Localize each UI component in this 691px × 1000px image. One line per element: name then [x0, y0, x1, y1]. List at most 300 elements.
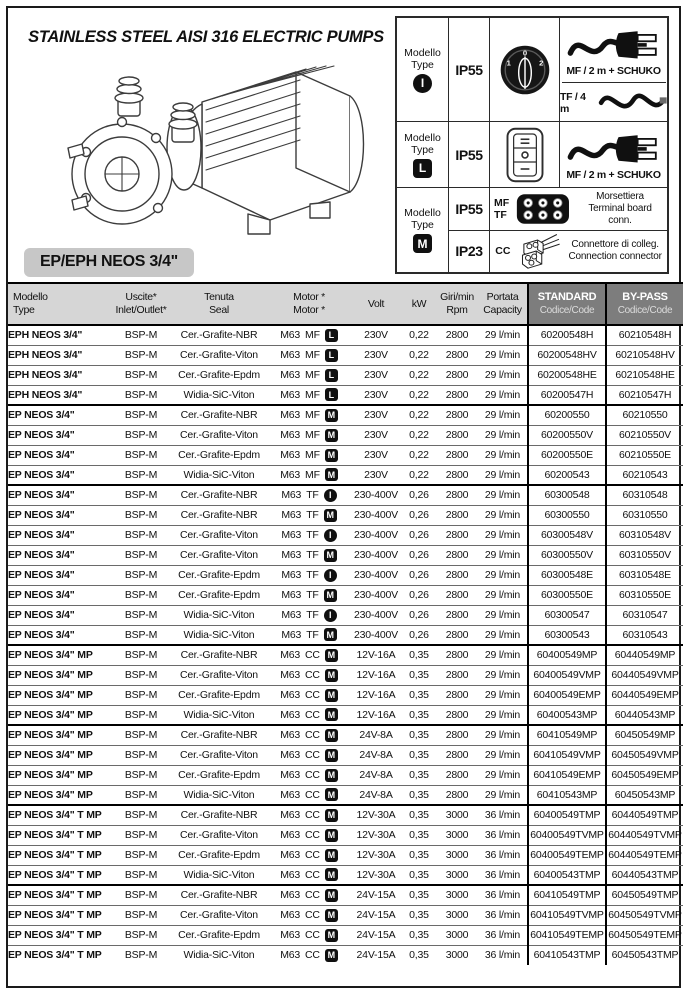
- cell-model: EPH NEOS 3/4": [8, 385, 112, 405]
- motor-type-badge: M: [325, 409, 338, 422]
- cell-seal: Widia-SiC-Viton: [170, 625, 268, 645]
- cell-bypass-code: 60440549TEMP: [606, 845, 683, 865]
- info-row-type-i: [397, 18, 667, 122]
- cell-standard-code: 60400549VMP: [528, 665, 606, 685]
- cell-inlet-outlet: BSP-M: [112, 785, 170, 805]
- cell-motor: M63 TF M: [268, 545, 350, 565]
- table-row: [8, 705, 683, 725]
- cell-inlet-outlet: BSP-M: [112, 345, 170, 365]
- cell-seal: Cer.-Grafite-Viton: [170, 525, 268, 545]
- cell-capacity: 29 l/min: [478, 325, 528, 345]
- cell-seal: Widia-SiC-Viton: [170, 705, 268, 725]
- cell-kw: 0,35: [402, 865, 436, 885]
- motor-type-badge: M: [325, 788, 338, 801]
- cell-standard-code: 60200543: [528, 465, 606, 485]
- cell-kw: 0,22: [402, 325, 436, 345]
- cell-capacity: 29 l/min: [478, 465, 528, 485]
- cell-bypass-code: 60310550: [606, 505, 683, 525]
- cell-kw: 0,22: [402, 425, 436, 445]
- cell-inlet-outlet: BSP-M: [112, 325, 170, 345]
- header-cell-motor: Motor * Motor *: [268, 283, 350, 325]
- table-row: [8, 745, 683, 765]
- cell-capacity: 36 l/min: [478, 825, 528, 845]
- cell-rpm: 2800: [436, 545, 478, 565]
- cell-volt: 24V-15A: [350, 885, 402, 905]
- cell-kw: 0,35: [402, 845, 436, 865]
- cell-motor: M63 CC M: [268, 725, 350, 745]
- cell-kw: 0,35: [402, 785, 436, 805]
- motor-type-badge: M: [324, 509, 337, 522]
- cell-bypass-code: 60310550E: [606, 585, 683, 605]
- table-row: [8, 325, 683, 345]
- cell-kw: 0,22: [402, 345, 436, 365]
- cell-standard-code: 60410549EMP: [528, 765, 606, 785]
- cell-standard-code: 60300547: [528, 605, 606, 625]
- header-cell-bypass-code: BY-PASS Codice/Code: [606, 283, 683, 325]
- cell-standard-code: 60410549TMP: [528, 885, 606, 905]
- catalog-page: [6, 6, 681, 988]
- cell-motor: M63 CC M: [268, 805, 350, 825]
- table-row: [8, 465, 683, 485]
- cell-bypass-code: 60310548V: [606, 525, 683, 545]
- cell-standard-code: 60200548HE: [528, 365, 606, 385]
- cell-model: EPH NEOS 3/4": [8, 345, 112, 365]
- cell-motor: M63 MF M: [268, 405, 350, 425]
- cell-volt: 230V: [350, 345, 402, 365]
- cell-volt: 24V-15A: [356, 949, 396, 962]
- cell-bypass-code: 60450549MP: [606, 725, 683, 745]
- cell-volt: 230-400V: [350, 485, 402, 505]
- cell-capacity: 29 l/min: [478, 705, 528, 725]
- cell-model: EP NEOS 3/4" T MP: [8, 825, 112, 845]
- cell-bypass-code: 60440549VMP: [606, 665, 683, 685]
- cell-kw: 0,22: [402, 445, 436, 465]
- table-row: [8, 865, 683, 885]
- cell-inlet-outlet: BSP-M: [112, 765, 170, 785]
- motor-type-badge: M: [325, 708, 338, 721]
- cell-kw: 0,35: [402, 745, 436, 765]
- cell-bypass-code: 60450549VMP: [606, 745, 683, 765]
- table-row: [8, 945, 683, 965]
- cell-rpm: 3000: [436, 885, 478, 905]
- ip-rating: IP55: [449, 18, 490, 121]
- rotary-selector-cell: [490, 18, 560, 121]
- top-section: [8, 8, 679, 282]
- cell-standard-code: 60200547H: [528, 385, 606, 405]
- cell-model: EP NEOS 3/4": [8, 445, 112, 465]
- cell-capacity: 29 l/min: [478, 425, 528, 445]
- cell-rpm: 2800: [436, 685, 478, 705]
- cell-inlet-outlet: BSP-M: [112, 505, 170, 525]
- cell-model: EP NEOS 3/4": [8, 565, 112, 585]
- cell-rpm: 2800: [436, 365, 478, 385]
- tf-cable-sub: TF / 4 m: [560, 83, 667, 121]
- cell-volt: 230V: [350, 405, 402, 425]
- cell-volt: 12V-16A: [350, 645, 402, 665]
- cell-bypass-code: 60440543MP: [606, 705, 683, 725]
- header-cell-rpm: Giri/min Rpm: [436, 283, 478, 325]
- rocker-switch-icon: [505, 127, 545, 183]
- cell-standard-code: 60200550E: [528, 445, 606, 465]
- cell-seal: Cer.-Grafite-Epdm: [170, 585, 268, 605]
- cell-seal: Widia-SiC-Viton: [170, 385, 268, 405]
- motor-type-badge: M: [325, 729, 338, 742]
- motor-type-badge: M: [325, 949, 338, 962]
- ip-rating: IP55: [449, 188, 490, 230]
- cell-bypass-code: 60450543MP: [606, 785, 683, 805]
- cell-seal: Widia-SiC-Viton: [170, 605, 268, 625]
- cell-seal: Cer.-Grafite-Epdm: [170, 445, 268, 465]
- cell-motor: M63 CC M: [268, 765, 350, 785]
- cell-volt: 12V-30A: [350, 805, 402, 825]
- cell-volt: 24V-8A: [350, 745, 402, 765]
- cell-capacity: 29 l/min: [478, 365, 528, 385]
- motor-type-badge: M: [325, 749, 338, 762]
- cell-bypass-code: 60310550V: [606, 545, 683, 565]
- cell-model: EP NEOS 3/4": [8, 405, 112, 425]
- type-l-badge: L: [413, 159, 432, 178]
- cell-volt: 230V: [350, 465, 402, 485]
- table-row: [8, 565, 683, 585]
- table-row: [8, 345, 683, 365]
- cell-capacity: 29 l/min: [478, 765, 528, 785]
- cell-kw: 0,26: [402, 505, 436, 525]
- cell-model: EP NEOS 3/4" MP: [8, 745, 112, 765]
- cell-seal: Cer.-Grafite-Epdm: [170, 365, 268, 385]
- motor-type-badge: M: [325, 849, 338, 862]
- cell-seal: Cer.-Grafite-Viton: [170, 905, 268, 925]
- motor-type-badge: M: [325, 649, 338, 662]
- cell-motor: M63 CC M: [268, 945, 350, 965]
- cell-seal: Cer.-Grafite-NBR: [170, 805, 268, 825]
- cell-kw: 0,22: [402, 385, 436, 405]
- cell-capacity: 29 l/min: [478, 625, 528, 645]
- cell-seal: Widia-SiC-Viton: [170, 465, 268, 485]
- cell-standard-code: 60400549TVMP: [528, 825, 606, 845]
- cell-volt: 230-400V: [350, 625, 402, 645]
- cell-motor: M63 CC M: [268, 785, 350, 805]
- cell-standard-code: 60300550V: [528, 545, 606, 565]
- cell-seal: Cer.-Grafite-NBR: [170, 405, 268, 425]
- cell-inlet-outlet: BSP-M: [112, 405, 170, 425]
- cell-capacity: 36 l/min: [478, 885, 528, 905]
- cell-seal: Cer.-Grafite-Viton: [170, 745, 268, 765]
- cell-inlet-outlet: BSP-M: [112, 665, 170, 685]
- cell-seal: Cer.-Grafite-Viton: [170, 345, 268, 365]
- terminal-board-subrow: IP55 MF TF Morsettiera Terminal board conn.: [449, 188, 667, 231]
- table-row: [8, 485, 683, 505]
- table-row: [8, 645, 683, 665]
- cell-inlet-outlet: BSP-M: [112, 465, 170, 485]
- connector-subrow: IP23 CC Connettore di colleg. Connection connector: [449, 231, 667, 273]
- table-row: [8, 525, 683, 545]
- cell-motor: M63 MF L: [268, 365, 350, 385]
- cell-capacity: 29 l/min: [478, 345, 528, 365]
- cell-inlet-outlet: BSP-M: [112, 545, 170, 565]
- cell-motor: M63 CC M: [268, 925, 350, 945]
- cell-kw: 0,26: [402, 625, 436, 645]
- cell-motor: M63 TF M: [268, 585, 350, 605]
- pump-illustration: [34, 52, 382, 256]
- mf-schuko-sub: MF / 2 m + SCHUKO: [562, 122, 666, 187]
- cell-inlet-outlet: BSP-M: [112, 625, 170, 645]
- cell-standard-code: 60400549TMP: [528, 805, 606, 825]
- cell-seal: Cer.-Grafite-Viton: [170, 545, 268, 565]
- cell-kw: 0,26: [402, 525, 436, 545]
- cell-inlet-outlet: BSP-M: [112, 485, 170, 505]
- cell-rpm: 3000: [436, 865, 478, 885]
- cell-capacity: 36 l/min: [478, 865, 528, 885]
- cell-rpm: 2800: [436, 505, 478, 525]
- schuko-plug-icon: [562, 128, 666, 168]
- cell-motor: M63 CC M: [268, 745, 350, 765]
- cell-seal: Cer.-Grafite-Epdm: [170, 845, 268, 865]
- motor-type-badge: M: [325, 829, 338, 842]
- cell-motor: M63 TF I: [268, 525, 350, 545]
- cell-inlet-outlet: BSP-M: [112, 905, 170, 925]
- cell-volt: 230V: [350, 385, 402, 405]
- cell-rpm: 2800: [436, 425, 478, 445]
- cell-seal: Cer.-Grafite-NBR: [170, 485, 268, 505]
- cell-capacity: 29 l/min: [478, 385, 528, 405]
- cell-capacity: 29 l/min: [478, 505, 528, 525]
- motor-type-badge: M: [325, 468, 338, 481]
- motor-type-badge: M: [324, 549, 337, 562]
- cell-rpm: 2800: [436, 625, 478, 645]
- motor-type-badge: M: [324, 589, 337, 602]
- pump-spec-table: [8, 282, 683, 965]
- cell-inlet-outlet: BSP-M: [112, 885, 170, 905]
- cell-model: EP NEOS 3/4": [8, 505, 112, 525]
- cell-capacity: 36 l/min: [478, 845, 528, 865]
- cell-volt: 12V-30A: [350, 865, 402, 885]
- cell-standard-code: 60400543MP: [528, 705, 606, 725]
- header-cell-volt: Volt: [350, 283, 402, 325]
- svg-text:2: 2: [538, 58, 543, 67]
- cell-seal: Cer.-Grafite-NBR: [170, 885, 268, 905]
- cell-kw: 0,35: [402, 825, 436, 845]
- motor-type-badge: M: [325, 429, 338, 442]
- cell-rpm: 3000: [436, 845, 478, 865]
- cell-bypass-code: 60210548HE: [606, 365, 683, 385]
- cell-volt: 230-400V: [350, 545, 402, 565]
- cell-rpm: 2800: [436, 325, 478, 345]
- motor-type-badge: I: [324, 529, 337, 542]
- cell-volt: 230V: [350, 425, 402, 445]
- cell-seal: Widia-SiC-Viton: [170, 785, 268, 805]
- cell-bypass-code: 60450549TMP: [606, 885, 683, 905]
- header-cell-inlet-outlet: Uscite* Inlet/Outlet*: [112, 283, 170, 325]
- table-row: [8, 925, 683, 945]
- cell-capacity: 29 l/min: [478, 585, 528, 605]
- cell-model: EP NEOS 3/4" T MP: [8, 865, 112, 885]
- cell-bypass-code: 60310548: [606, 485, 683, 505]
- cell-volt: 12V-16A: [350, 685, 402, 705]
- table-row: [8, 545, 683, 565]
- cell-capacity: 29 l/min: [478, 545, 528, 565]
- motor-type-badge: M: [325, 868, 338, 881]
- cell-rpm: 2800: [436, 725, 478, 745]
- product-label: EP/EPH NEOS 3/4": [24, 248, 194, 277]
- cell-motor: M63 CC M: [268, 845, 350, 865]
- cell-kw: 0,35: [402, 925, 436, 945]
- motor-type-badge: M: [325, 689, 338, 702]
- cell-inlet-outlet: BSP-M: [112, 365, 170, 385]
- cell-kw: 0,26: [402, 605, 436, 625]
- cell-bypass-code: 60440549MP: [606, 645, 683, 665]
- cell-kw: 0,35: [402, 725, 436, 745]
- cell-capacity: 29 l/min: [478, 485, 528, 505]
- rocker-switch-cell: [490, 122, 560, 187]
- cell-capacity: 29 l/min: [478, 605, 528, 625]
- cell-kw: 0,35: [402, 885, 436, 905]
- cell-seal: Cer.-Grafite-NBR: [170, 505, 268, 525]
- cell-seal: Cer.-Grafite-Epdm: [170, 685, 268, 705]
- cell-kw: 0,26: [402, 565, 436, 585]
- cell-motor: M63 CC M: [268, 645, 350, 665]
- header-cell-seal: Tenuta Seal: [170, 283, 268, 325]
- cell-standard-code: 60300550: [528, 505, 606, 525]
- cell-seal: Widia-SiC-Viton: [170, 865, 268, 885]
- cell-seal: Cer.-Grafite-Viton: [170, 425, 268, 445]
- cell-rpm: 2800: [436, 705, 478, 725]
- table-row: [8, 725, 683, 745]
- cell-capacity: 29 l/min: [478, 745, 528, 765]
- motor-type-badge: L: [325, 369, 338, 382]
- cell-motor: M63 MF M: [268, 465, 350, 485]
- cell-volt: 24V-8A: [350, 765, 402, 785]
- cell-kw: 0,35: [402, 765, 436, 785]
- cell-kw: 0,35: [402, 905, 436, 925]
- cell-capacity: 29 l/min: [478, 645, 528, 665]
- cell-standard-code: 60410549TEMP: [528, 925, 606, 945]
- cell-bypass-code: 60310547: [606, 605, 683, 625]
- cell-rpm: 3000: [436, 905, 478, 925]
- motor-type-badge: L: [325, 349, 338, 362]
- cell-standard-code: 60400543TMP: [528, 865, 606, 885]
- cell-rpm: 2800: [436, 665, 478, 685]
- cell-volt: 24V-8A: [350, 725, 402, 745]
- cell-capacity: 36 l/min: [478, 805, 528, 825]
- motor-type-badge: M: [325, 809, 338, 822]
- cell-rpm: 2800: [436, 485, 478, 505]
- cell-motor: M63 CC M: [268, 865, 350, 885]
- cell-model: EP NEOS 3/4": [8, 585, 112, 605]
- cell-volt: 230V: [350, 325, 402, 345]
- cell-seal: Widia-SiC-Viton: [183, 949, 255, 962]
- type-cell: Modello Type M: [397, 188, 449, 272]
- cell-model: EP NEOS 3/4": [8, 425, 112, 445]
- cell-capacity: 29 l/min: [478, 665, 528, 685]
- table-row: [8, 405, 683, 425]
- cell-bypass-code: 60450549TVMP: [606, 905, 683, 925]
- table-row: [8, 885, 683, 905]
- cell-rpm: 2800: [436, 605, 478, 625]
- cell-volt: 12V-16A: [350, 665, 402, 685]
- cell-volt: 12V-30A: [350, 845, 402, 865]
- cell-standard-code: 60300543: [528, 625, 606, 645]
- table-row: [8, 445, 683, 465]
- table-row: [8, 785, 683, 805]
- cell-kw: 0,35: [402, 665, 436, 685]
- cell-model: EP NEOS 3/4": [8, 465, 112, 485]
- cell-volt: 24V-8A: [350, 785, 402, 805]
- cell-inlet-outlet: BSP-M: [112, 385, 170, 405]
- cell-motor: M63 CC M: [268, 705, 350, 725]
- motor-type-badge: M: [325, 889, 338, 902]
- cell-rpm: 2800: [436, 585, 478, 605]
- cell-capacity: 36 l/min: [478, 905, 528, 925]
- cell-rpm: 2800: [436, 465, 478, 485]
- cell-capacity: 29 l/min: [478, 725, 528, 745]
- cell-model: EPH NEOS 3/4": [8, 325, 112, 345]
- cell-bypass-code: 60210547H: [606, 385, 683, 405]
- cell-inlet-outlet: BSP-M: [124, 949, 158, 962]
- cell-rpm: 2800: [436, 345, 478, 365]
- cell-volt: 12V-16A: [350, 705, 402, 725]
- cell-inlet-outlet: BSP-M: [112, 865, 170, 885]
- motor-type-badge: L: [325, 329, 338, 342]
- cell-kw: 0,22: [402, 465, 436, 485]
- cell-motor: M63 MF M: [268, 425, 350, 445]
- svg-text:0: 0: [522, 48, 527, 58]
- cell-bypass-code: 60440549TMP: [606, 805, 683, 825]
- cell-standard-code: 60200548H: [528, 325, 606, 345]
- cell-model: EP NEOS 3/4" MP: [8, 685, 112, 705]
- cell-kw: 0,35: [402, 645, 436, 665]
- cell-inlet-outlet: BSP-M: [112, 585, 170, 605]
- ip-rating: IP55: [449, 122, 490, 187]
- cell-bypass-code: 60310543: [606, 625, 683, 645]
- cell-model: EPH NEOS 3/4": [8, 365, 112, 385]
- cell-rpm: 3000: [436, 925, 478, 945]
- cell-bypass-code: 60440549EMP: [606, 685, 683, 705]
- cell-model: EP NEOS 3/4": [8, 485, 112, 505]
- cell-capacity: 29 l/min: [478, 685, 528, 705]
- motor-type-badge: M: [325, 669, 338, 682]
- cell-kw: 0,35: [409, 949, 429, 962]
- cell-motor: M63 MF L: [268, 325, 350, 345]
- info-row-type-l: [397, 122, 667, 188]
- cell-kw: 0,26: [402, 585, 436, 605]
- cell-standard-code: 60200550V: [528, 425, 606, 445]
- cell-seal: Cer.-Grafite-Epdm: [170, 765, 268, 785]
- cell-bypass-code: 60450543TMP: [606, 945, 683, 965]
- cell-standard-code: 60300548E: [528, 565, 606, 585]
- power-cable-icon: [598, 89, 667, 115]
- cell-inlet-outlet: BSP-M: [112, 425, 170, 445]
- cell-inlet-outlet: BSP-M: [112, 525, 170, 545]
- cell-bypass-code: 60210543: [606, 465, 683, 485]
- cell-capacity: 29 l/min: [478, 445, 528, 465]
- cell-capacity: 29 l/min: [478, 785, 528, 805]
- connection-cell: [560, 18, 667, 121]
- table-row: [8, 845, 683, 865]
- cell-model: EP NEOS 3/4" MP: [8, 705, 112, 725]
- ip-rating: IP23: [449, 231, 490, 273]
- connection-connector-icon: [517, 231, 561, 271]
- cell-motor: M63 CC M: [268, 665, 350, 685]
- cell-rpm: 3000: [445, 949, 469, 962]
- cell-motor: M63 TF M: [268, 505, 350, 525]
- cell-rpm: 2800: [436, 765, 478, 785]
- header-cell-standard-code: STANDARD Codice/Code: [528, 283, 606, 325]
- table-row: [8, 385, 683, 405]
- motor-type-badge: M: [325, 909, 338, 922]
- cell-seal: Cer.-Grafite-Viton: [170, 825, 268, 845]
- cell-bypass-code: 60450549TEMP: [606, 925, 683, 945]
- cell-motor: M63 MF L: [268, 345, 350, 365]
